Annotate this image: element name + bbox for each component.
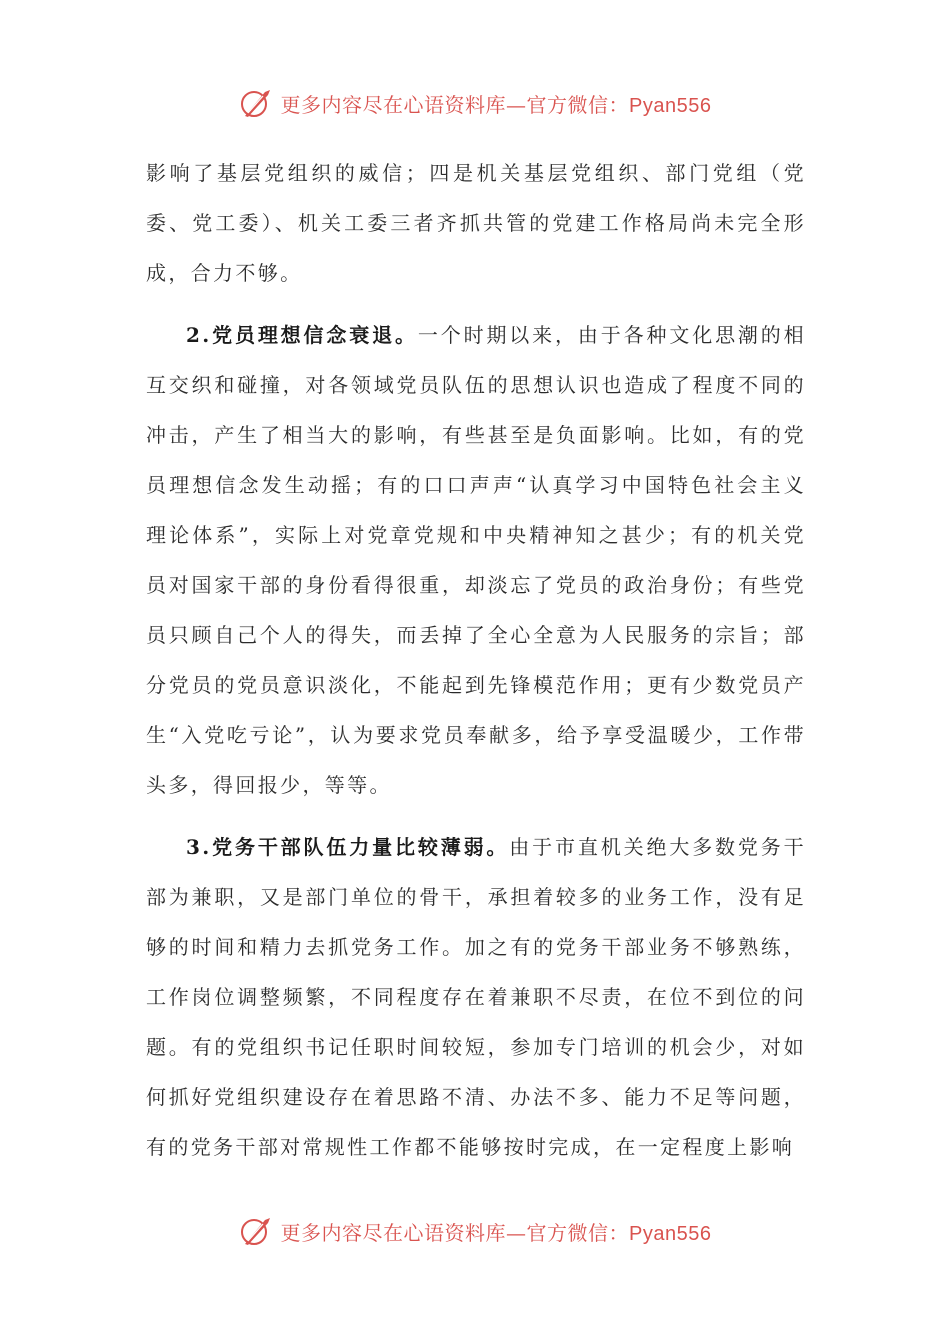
watermark-text: 更多内容尽在心语资料库—官方微信：Pyan556	[280, 92, 712, 117]
paragraph-text: 影响了基层党组织的威信；四是机关基层党组织、部门党组（党委、党工委）、机关工委三者齐抓共管的党建工作格局尚未完全形成，合力不够。	[146, 161, 806, 285]
quill-pen-logo-icon	[239, 86, 273, 120]
paragraph-continuation	[146, 148, 806, 298]
header-watermark	[0, 83, 950, 123]
section-heading: 3.党务干部队伍力量比较薄弱。	[186, 835, 510, 859]
section-heading: 2.党员理想信念衰退。	[186, 323, 418, 347]
paragraph-text: 一个时期以来，由于各种文化思潮的相互交织和碰撞，对各领域党员队伍的思想认识也造成了程度不同的冲击，产生了相当大的影响，有些甚至是负面影响。比如，有的党员理想信念发生动摇；有的口口声声“认真学习中国特色社会主义理论体系”，实际上对党章党规和中央精神知之甚少；有的机关党员对国家干部的身份看得很重，却淡忘了党员的政治身份；有些党员只顾自己个人的得失，而丢掉了全心全意为人民服务的宗旨；部分党员的党员意识淡化，不能起到先锋模范作用；更有少数党员产生“入党吃亏论”，认为要求党员奉献多，给予享受温暖少，工作带头多，得回报少，等等。	[146, 323, 807, 797]
quill-pen-logo-icon	[239, 1214, 273, 1248]
footer-watermark	[0, 1211, 950, 1251]
paragraph-section-3	[146, 822, 806, 1172]
watermark-text: 更多内容尽在心语资料库—官方微信：Pyan556	[280, 1220, 712, 1245]
paragraph-text: 由于市直机关绝大多数党务干部为兼职，又是部门单位的骨干，承担着较多的业务工作，没有足够的时间和精力去抓党务工作。加之有的党务干部业务不够熟练，工作岗位调整频繁，不同程度存在着兼职不尽责，在位不到位的问题。有的党组织书记任职时间较短，参加专门培训的机会少，对如何抓好党组织建设存在着思路不清、办法不多、能力不足等问题，有的党务干部对常规性工作都不能够按时完成，在一定程度上影响	[146, 835, 806, 1159]
document-body	[146, 148, 806, 1172]
paragraph-section-2	[146, 310, 806, 810]
